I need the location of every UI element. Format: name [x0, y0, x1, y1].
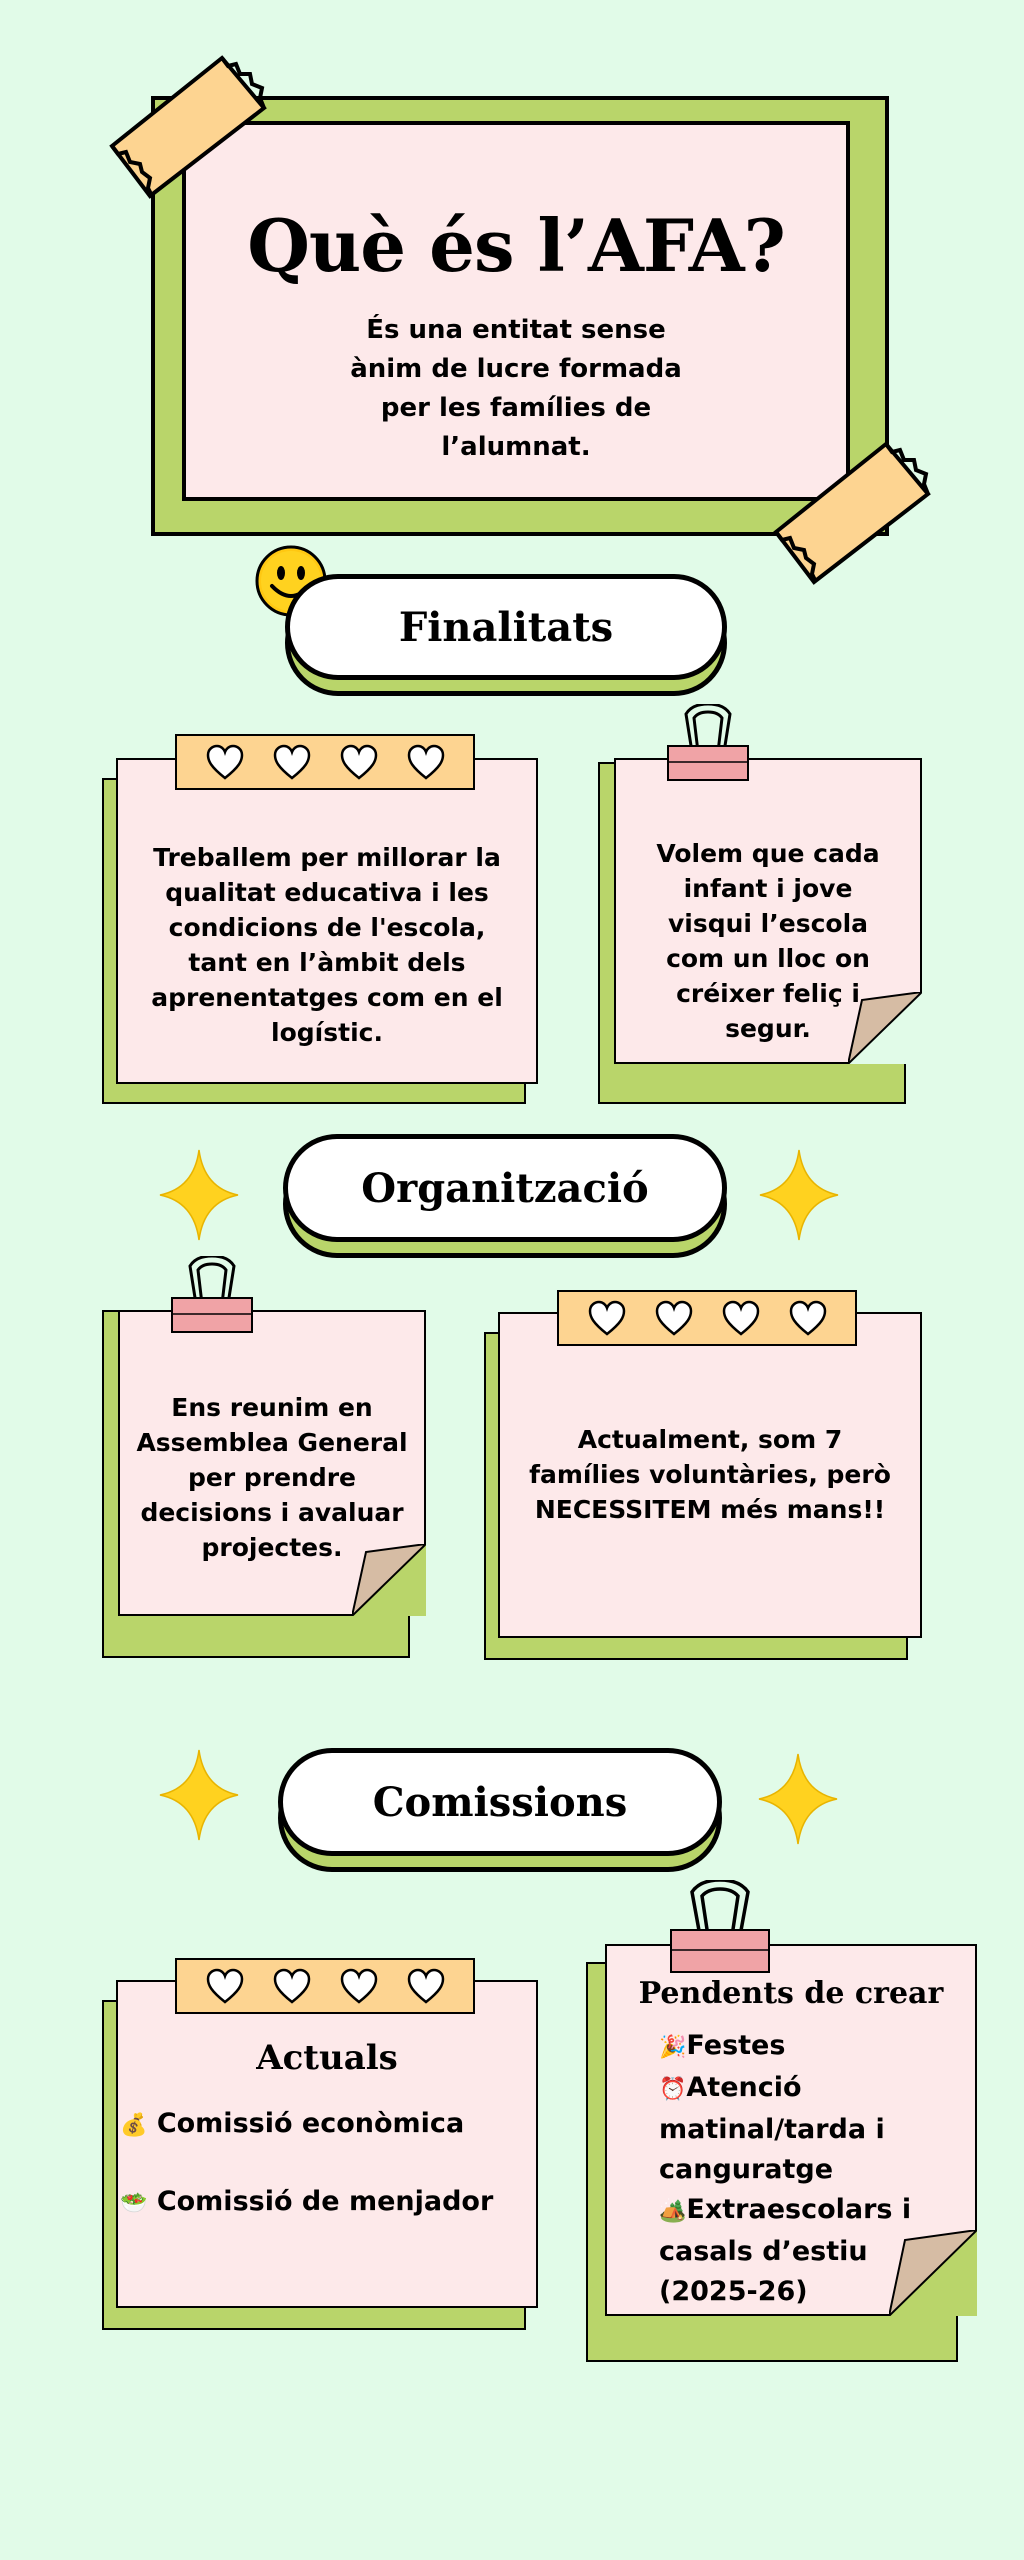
actuals-item-label: Comissió econòmica	[156, 2108, 465, 2139]
sparkle-icon	[758, 1148, 840, 1242]
heart-icon	[406, 743, 446, 781]
pendents-title: Pendents de crear	[638, 1976, 944, 2011]
heart-icon	[721, 1299, 761, 1337]
hero-description: És una entitat sense ànim de lucre formada per les famílies de l’alumnat.	[350, 315, 682, 462]
salad-icon: 🥗	[120, 2191, 148, 2216]
actuals-item	[120, 2108, 464, 2139]
comissions-actuals-card	[116, 1980, 538, 2308]
heart-icon	[272, 1967, 312, 2005]
section-title-organitzacio: Organització	[283, 1134, 727, 1242]
finalitats-card-1	[116, 758, 538, 1084]
organitzacio-card-1-text: Ens reunim en Assemblea General per prendre decisions i avaluar projectes.	[136, 1393, 408, 1562]
heart-icon	[654, 1299, 694, 1337]
page-fold-icon	[848, 992, 922, 1064]
section-header-finalitats	[285, 574, 727, 696]
sparkle-icon	[757, 1752, 839, 1846]
section-header-comissions	[278, 1748, 722, 1872]
finalitats-card-2-text: Volem que cada infant i jove visqui l’escola com un lloc on créixer feliç i segur.	[656, 839, 880, 1043]
sparkle-icon	[158, 1748, 240, 1842]
section-title-comissions: Comissions	[278, 1748, 722, 1856]
heart-icon	[587, 1299, 627, 1337]
tape-icon	[104, 54, 274, 204]
pendents-item-label: Festes	[686, 2030, 786, 2061]
heart-icon	[205, 743, 245, 781]
pendents-item-label: Atenció matinal/tarda i canguratge	[659, 2072, 885, 2185]
binder-clip-icon	[666, 704, 750, 784]
binder-clip-icon	[668, 1880, 772, 1976]
hero-card	[182, 121, 850, 501]
actuals-title: Actuals	[256, 2038, 398, 2078]
finalitats-card-1-text: Treballem per millorar la qualitat educativa i les condicions de l'escola, tant en l’àmbit dels aprenentatges com en el logístic.	[151, 843, 503, 1047]
organitzacio-card-2	[498, 1312, 922, 1638]
heart-icon	[339, 743, 379, 781]
section-header-organitzacio	[283, 1134, 727, 1258]
pendents-item	[659, 2026, 955, 2068]
page-fold-icon	[352, 1544, 426, 1616]
heart-icon	[272, 743, 312, 781]
hearts-strip	[557, 1290, 857, 1346]
page-fold-icon	[889, 2230, 977, 2316]
section-title-finalitats: Finalitats	[285, 574, 727, 680]
party-popper-icon: 🎉	[659, 2035, 687, 2060]
hearts-strip	[175, 1958, 475, 2014]
hearts-strip	[175, 734, 475, 790]
hero-title: Què és l’AFA?	[247, 203, 785, 288]
heart-icon	[788, 1299, 828, 1337]
tape-icon	[768, 440, 938, 590]
pendents-item-label: Extraescolars i casals d’estiu (2025-26)	[659, 2194, 912, 2307]
alarm-clock-icon: ⏰	[659, 2077, 687, 2102]
heart-icon	[339, 1967, 379, 2005]
sparkle-icon	[158, 1148, 240, 1242]
heart-icon	[406, 1967, 446, 2005]
actuals-item-label: Comissió de menjador	[156, 2186, 494, 2217]
organitzacio-card-2-text: Actualment, som 7 famílies voluntàries, però NECESSITEM més mans!!	[529, 1425, 891, 1524]
actuals-item	[120, 2186, 493, 2217]
heart-icon	[205, 1967, 245, 2005]
camping-icon: 🏕️	[659, 2199, 687, 2224]
money-bag-icon: 💰	[120, 2113, 148, 2138]
pendents-item	[659, 2068, 955, 2190]
binder-clip-icon	[170, 1256, 254, 1336]
